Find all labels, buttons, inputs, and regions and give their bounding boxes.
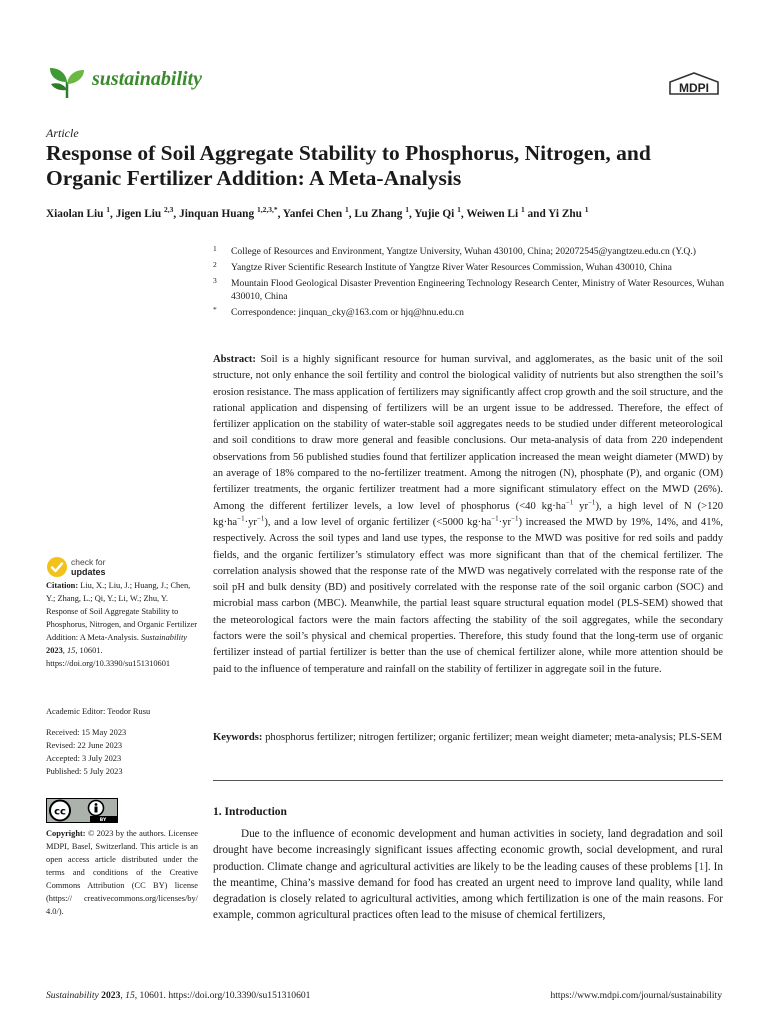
author[interactable]: Yujie Qi $^1$ (414, 205, 461, 220)
affiliation: 2 Yangtze River Scientific Research Institute of Yangtze River Water Resources Commission, Wuhan 430010, China (213, 260, 672, 274)
svg-text:cc: cc (54, 806, 66, 818)
footer-journal-url[interactable]: https://www.mdpi.com/journal/sustainability (550, 990, 722, 1001)
sustainability-leaf-logo-icon (46, 60, 88, 102)
article-type: Article (46, 126, 79, 140)
author[interactable]: Lu Zhang $^1$ (354, 205, 409, 220)
section-heading: 1. Introduction (213, 806, 287, 818)
doi-link[interactable]: , 10601. https://doi.org/10.3390/su151310601 (46, 646, 171, 668)
affiliation: 3 Mountain Flood Geological Disaster Prevention Engineering Technology Research Center, Ministry of Water Resources, Wuhan 430010, China (213, 276, 725, 302)
cc-by-license-icon[interactable] (46, 798, 118, 823)
author[interactable]: Jigen Liu $^{2,3}$ (115, 205, 174, 220)
revised-date: Revised: 22 June 2023 (46, 741, 123, 750)
footer-citation: Sustainability 2023, 15, 10601. https://doi.org/10.3390/su151310601 (46, 990, 311, 1001)
author[interactable]: Yanfei Chen $^1$ (282, 205, 349, 220)
mdpi-logo-icon[interactable] (666, 70, 722, 98)
introduction-paragraph: Due to the influence of economic development and human activities in society, land degradation and soil drought have become increasingly significant issues affecting economic growth, social development, and rural production. Climate change and agricultural activities are likely to be the leading causes of these problems [1]. In the meantime, China’s massive demand for food has created an urgent need to improve land quality, while land degradation is closely related to agricultural activities, among which fertilization is one of the main reasons. For example, common agricultural practices often lead to the misuse of chemical fertilizers, (213, 828, 723, 922)
correspondence: * Correspondence: jinquan_cky@163.com or hjq@hnu.edu.cn (213, 304, 464, 318)
keywords-label: Keywords: (213, 732, 263, 743)
author[interactable]: Weiwen Li $^1$ (466, 205, 525, 220)
academic-editor: Academic Editor: Teodor Rusu (46, 707, 151, 716)
article-title: Response of Soil Aggregate Stability to Phosphorus, Nitrogen, and Organic Fertilizer Addition: A Meta-Analysis (46, 141, 651, 190)
published-date: Published: 5 July 2023 (46, 767, 123, 776)
author-list: Xiaolan Liu $^1$, Jigen Liu $^{2,3}$, Jinquan Huang $^{1,2,3,*}$, Yanfei Chen $^1$, Lu Zhang $^1$, Yujie Qi $^1$, Weiwen Li $^1$ and Yi Zhu $^1$ (46, 205, 589, 220)
keywords: Keywords: phosphorus fertilizer; nitrogen fertilizer; organic fertilizer; mean weight diameter; meta-analysis; PLS-SEM (213, 732, 723, 743)
author[interactable]: Jinquan Huang $^{1,2,3,*}$ (179, 205, 278, 220)
svg-text:BY: BY (99, 818, 107, 823)
section-divider (213, 780, 723, 781)
author[interactable]: Xiaolan Liu $^1$ (46, 205, 111, 220)
reference-link[interactable]: 1 (698, 860, 705, 873)
copyright-notice: Copyright: © 2023 by the authors. Licensee MDPI, Basel, Switzerland. This article is an open access article distributed under the terms and conditions of the Creative Commons Attribution (CC BY) license (https:// creativecommons.org/licenses/by/ 4.0/). (46, 829, 198, 916)
footer-doi-link[interactable]: , 10601. https://doi.org/10.3390/su151310601 (134, 990, 311, 1001)
author[interactable]: Yi Zhu $^1$ (548, 205, 589, 220)
affiliations (213, 246, 733, 323)
check-for-updates-icon (46, 556, 68, 578)
publication-dates (46, 726, 198, 778)
affiliation: 1 College of Resources and Environment, Yangtze University, Wuhan 430100, China; 202072545@yangtzeu.edu.cn (Y.Q.) (213, 244, 696, 257)
accepted-date: Accepted: 3 July 2023 (46, 754, 122, 763)
abstract: Abstract: Soil is a highly significant resource for human survival, and agglomerates, as the basic unit of the soil structure, not only enhance the soil fertility and control the biological validity of nutrients but also strengthen the soil’s erosion resistance. The mass application of fertilizers may significantly affect crop growth and the soil structure, and the rational application and dispensing of fertilizers will be an urgent issue to be addressed. Therefore, the effect of fertilizer application on the stability of water-stable soil aggregates needs to be studied under different meteorological and soil conditions to draw more general and feasible conclusions. Our meta-analysis of data from 220 independent observations from 56 published studies found that fertilizer application increased the mean weight diameter (MWD) by an average of 18% compared to the no-fertilizer treatment. Among the nitrogen (N), phosphate (P), and organic (OM) fertilizer treatments, the organic fertilizer treatment had a more significant stimulatory effect on the MWD (26%). Among the different fertilizer levels, a low level of phosphorus (<40 $kg\cdot ha^{-1}$ $yr^{-1}$), a high level of N (>120 $kg\cdot ha^{-1}\cdot yr^{-1}$), and a low level of organic fertilizer (<5000 $kg\cdot ha^{-1}\cdot yr^{-1}$) increased the MWD by 19%, 14%, and 41%, respectively. Across the soil types and land use types, the response to the MWD was positive for red soils and paddy fields, and the organic fertilizer’s stimulatory effect was more significant than that of the chemical fertilizer. The correlation analysis showed that the response rate of the MWD was negatively correlated with the response rate of the soil pH and bulk density (BD) and positively correlated with the response rate of the soil organic carbon (SOC) and microbial mass carbon (MBC). Meanwhile, the partial least square structural equation model (PLS-SEM) showed that the meteorological factors were the main factors affecting the stability of the soil aggregates, while the secondary factors were the soil’s physical and chemical properties. Therefore, this study found that the long-term use of organic fertilizer instead of partial fertilizer is better than the use of chemical fertilizer alone, while more attention should be paid to the influence of temperature and rainfall on the stability of fertilizer in aggregate soil in the future. (213, 354, 724, 675)
citation: Citation: Liu, X.; Liu, J.; Huang, J.; Chen, Y.; Zhang, L.; Qi, Y.; Li, W.; Zhu, Y. Response of Soil Aggregate Stability to Phosphorus, Nitrogen, and Organic Fertilizer Addition: A Meta-Analysis. Sustainability 2023, 15, 10601. https://doi.org/10.3390/su151310601 (46, 581, 198, 668)
received-date: Received: 15 May 2023 (46, 728, 127, 737)
publisher-name: MDPI (679, 81, 709, 95)
abstract-label: Abstract: (213, 354, 256, 365)
journal-name[interactable]: sustainability (92, 68, 203, 90)
